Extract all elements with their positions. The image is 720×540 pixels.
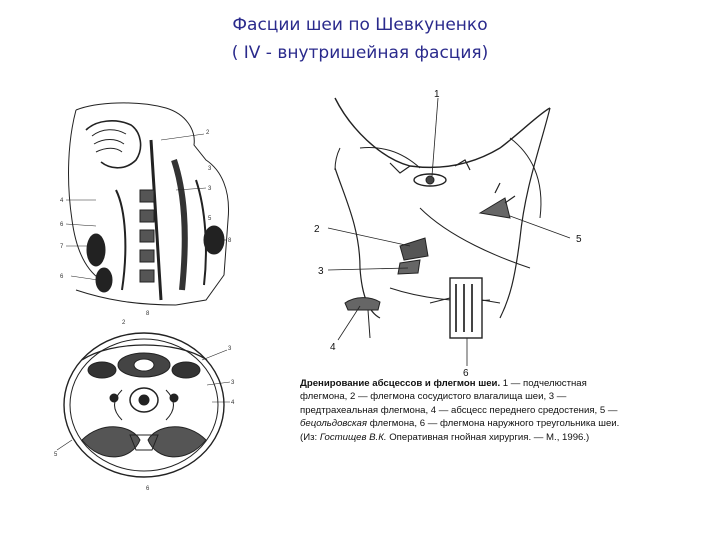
caption-end: Оперативная гнойная хирургия. — М., 1996.) (386, 431, 590, 443)
sagittal-label: 8 (146, 311, 150, 317)
cross-section-figure (52, 310, 242, 495)
cross-label: 2 (122, 320, 126, 326)
cross-label: 6 (146, 486, 150, 492)
drainage-figure (300, 88, 600, 378)
drainage-label-4: 4 (330, 342, 336, 353)
drainage-label-5: 5 (576, 234, 582, 245)
drainage-caption (300, 377, 625, 444)
drainage-label-2: 2 (314, 224, 320, 235)
sagittal-label: 5 (208, 216, 212, 222)
cross-label: 3 (228, 346, 232, 352)
sagittal-label: 7 (60, 244, 64, 250)
caption-body: 1 — подчелюстная флегмона, 2 — флегмона сосудистого влагалища шеи, 3 — предтрахеальная флегмона, 4 — абсцесс переднего средостения, 5 — (300, 378, 618, 416)
caption-lead: Дренирование абсцессов и флегмон шеи. (300, 378, 501, 389)
sagittal-label: 6 (60, 274, 64, 280)
cross-label: 3 (231, 380, 235, 386)
sagittal-label: 8 (228, 238, 232, 244)
caption-italic: бецольдовская (300, 418, 368, 430)
sagittal-label: 4 (60, 198, 64, 204)
caption-reference: Гостищев В.К. (319, 431, 387, 443)
drainage-label-1: 1 (434, 89, 440, 100)
slide-title: Фасции шеи по Шевкуненко (232, 15, 488, 35)
sagittal-label: 3 (208, 186, 212, 192)
cross-label: 5 (54, 452, 58, 458)
drainage-label-6: 6 (463, 368, 469, 378)
sagittal-label: 6 (60, 222, 64, 228)
sagittal-label: 3 (208, 166, 212, 172)
drainage-label-3: 3 (318, 266, 324, 277)
sagittal-section-figure (56, 100, 236, 320)
cross-label: 4 (231, 400, 235, 406)
slide-subtitle: ( IV - внутришейная фасция) (231, 43, 489, 63)
caption-tail: флегмона, 6 — флегмона наружного треугольника шеи. (Из: (300, 418, 620, 443)
sagittal-label: 2 (206, 130, 210, 136)
